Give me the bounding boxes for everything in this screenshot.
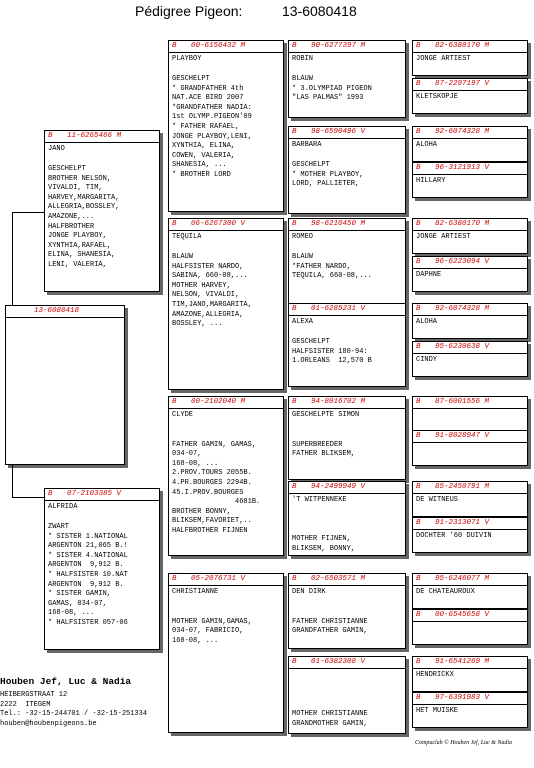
- great-great-grandparent-pigeon[interactable]: [412, 656, 528, 692]
- pedigree-note-line: GESCHELPT: [172, 75, 210, 83]
- pigeon-name: HILLARY: [416, 177, 446, 185]
- pedigree-note-line: FATHER BLIKSEM,: [292, 450, 356, 459]
- pedigree-note-line: HALFSISTER 180-94:: [292, 347, 368, 356]
- pedigree-note-line: HALFBROTHER FIJNEN: [172, 526, 248, 535]
- pigeon-name: DE WITNEUS: [416, 496, 459, 504]
- great-grandparent-pigeon[interactable]: [288, 303, 406, 387]
- pigeon-name: [416, 411, 524, 421]
- pigeon-name: TEQUILA: [172, 233, 202, 241]
- great-great-grandparent-pigeon[interactable]: [412, 396, 528, 432]
- pedigree-note-line: GRANDFATHER GAMIN,: [292, 627, 368, 636]
- sex-code: B: [416, 305, 421, 313]
- pedigree-note-line: 4681B.: [172, 498, 261, 507]
- pedigree-note-line: 168-08, ...: [172, 459, 219, 468]
- ring-header: [169, 397, 283, 409]
- ring-number: 05-2076731 V: [191, 575, 246, 583]
- breeder-address: HEIBERGSTRAAT 12: [0, 691, 68, 699]
- great-grandparent-pigeon[interactable]: [288, 573, 406, 649]
- pigeon-name: DAPHNE: [416, 271, 442, 279]
- pedigree-note-line: [292, 608, 402, 618]
- pedigree-note-line: 034-07, FABRICIO,: [172, 627, 244, 636]
- pedigree-note-line: AMAZONE,ALLEGRIA,: [172, 310, 244, 319]
- pedigree-note-line: SHANESIA, ...: [172, 161, 227, 170]
- pedigree-note-line: GESCHELPT: [292, 338, 330, 346]
- sex-code: B: [416, 611, 421, 619]
- pedigree-note-line: HALFSISTER NARDO,: [172, 262, 244, 271]
- ring-header: [289, 574, 405, 586]
- pigeon-name: JONGE ARTIEST: [416, 55, 471, 63]
- sex-code: B: [416, 398, 421, 406]
- ring-number: 90-6277397 M: [311, 42, 366, 50]
- pedigree-note-line: NAT.ACE BIRD 2007: [172, 94, 244, 103]
- ring-number: 96-3121913 V: [435, 164, 490, 172]
- pigeon-name: PLAYBOY: [172, 55, 202, 63]
- great-grandparent-pigeon[interactable]: [288, 656, 406, 734]
- breeder-phone: Tel.: -32-15-244701 / -32-15-251334: [0, 710, 148, 719]
- ring-header: [169, 574, 283, 586]
- ring-header: [413, 431, 527, 443]
- pedigree-note-line: FATHER GAMIN, GAMAS,: [172, 440, 257, 449]
- ring-header: [289, 41, 405, 53]
- ring-header: [169, 41, 283, 53]
- pedigree-note-line: [292, 526, 402, 536]
- pedigree-note-line: MOTHER GAMIN,GAMAS,: [172, 617, 252, 626]
- pedigree-note-line: XYNTHIA,RAFAEL,: [48, 241, 112, 250]
- grandparent-pigeon[interactable]: [168, 396, 284, 556]
- pedigree-note-line: MOTHER CHRISTIANNE: [292, 710, 368, 719]
- pigeon-name: CINDY: [416, 356, 438, 364]
- breeder-info: [0, 675, 200, 729]
- ring-header: [413, 79, 527, 91]
- sex-code: B: [416, 80, 421, 88]
- pigeon-name: JONGE ARTIEST: [416, 233, 471, 241]
- sex-code: B: [292, 128, 297, 136]
- sex-code: B: [416, 483, 421, 491]
- ring-header: [413, 482, 527, 494]
- pedigree-note-line: ARGENTON 21,065 B.!: [48, 542, 128, 551]
- ring-number: 01-6285231 V: [311, 305, 366, 313]
- pedigree-note-line: [292, 431, 402, 441]
- pedigree-note-line: MOTHER FIJNEN,: [292, 535, 351, 544]
- pigeon-name: [292, 671, 402, 681]
- pedigree-note-line: GRANDMOTHER GAMIN,: [292, 719, 368, 728]
- great-great-grandparent-pigeon[interactable]: [412, 78, 528, 114]
- ring-number: 87-6001556 M: [435, 398, 490, 406]
- ring-number: 94-2499949 V: [311, 483, 366, 491]
- ring-number: 97-6391983 V: [435, 694, 490, 702]
- ring-header: [413, 127, 527, 139]
- pedigree-note-line: ELINA, SHANESIA,: [48, 251, 116, 260]
- ring-number: 91-8028947 V: [435, 432, 490, 440]
- ring-number: 00-6156432 M: [191, 42, 246, 50]
- great-great-grandparent-pigeon[interactable]: [412, 303, 528, 339]
- pigeon-name: 'T WITPENNEKE: [292, 496, 347, 504]
- connector-line: [12, 212, 13, 305]
- pigeon-name: GESCHELPTE SIMON: [292, 411, 360, 419]
- pedigree-note-line: BROTHER BONNY,: [172, 507, 231, 516]
- pedigree-note-line: JONGE PLAYBOY,: [48, 232, 107, 241]
- pedigree-note-line: BLAUW: [292, 75, 314, 83]
- pedigree-note-line: ARGENTON 9,912 B.: [48, 561, 124, 570]
- sex-code: B: [292, 398, 297, 406]
- pedigree-note-line: AMAZONE,...: [48, 212, 95, 221]
- pedigree-note-line: MOTHER HARVEY,: [172, 281, 231, 290]
- ring-number: 13-6080418: [34, 307, 80, 315]
- pedigree-note-line: GAMAS, 034-07,: [48, 599, 107, 608]
- pigeon-name: KLETSKOPJE: [416, 93, 459, 101]
- ring-number: 00-6545658 V: [435, 611, 490, 619]
- connector-line: [12, 497, 44, 498]
- pigeon-name: ALFRIDA: [48, 503, 78, 511]
- ring-header: [45, 131, 159, 143]
- ring-number: 95-6230638 V: [435, 343, 490, 351]
- pedigree-note-line: JONGE PLAYBOY,LENI,: [172, 132, 252, 141]
- pedigree-note-line: * MOTHER PLAYBOY,: [292, 170, 364, 179]
- ring-header: [289, 127, 405, 139]
- pedigree-note-line: BLAUW: [292, 253, 314, 261]
- ring-number: 06-6267300 V: [191, 220, 246, 228]
- sex-code: B: [416, 164, 421, 172]
- pedigree-note-line: BLIKSEM,FAVORIET,..: [172, 517, 252, 526]
- pedigree-note-line: *FATHER NARDO,: [292, 262, 351, 271]
- ring-number: 91-6541269 M: [435, 658, 490, 666]
- ring-header: [413, 518, 527, 530]
- breeder-name: Houben Jef, Luc & Nadia: [0, 676, 132, 687]
- connector-line: [12, 212, 44, 213]
- ring-number: 07-2103385 V: [67, 490, 122, 498]
- ring-number: 98-6590496 V: [311, 128, 366, 136]
- ring-header: [413, 610, 527, 622]
- ring-number: 00-2102040 M: [191, 398, 246, 406]
- pedigree-note-line: 4.PR.BOURGES 2294B.: [172, 478, 252, 487]
- great-great-grandparent-pigeon[interactable]: [412, 573, 528, 609]
- pigeon-name: ROMEO: [292, 233, 314, 241]
- pedigree-note-line: ARGENTON 9,912 B.: [48, 580, 124, 589]
- pigeon-name: ROBIN: [292, 55, 314, 63]
- sex-code: B: [416, 575, 421, 583]
- ring-header: [413, 693, 527, 705]
- ring-number: 85-2450791 M: [435, 483, 490, 491]
- sex-code: B: [416, 432, 421, 440]
- great-grandparent-pigeon[interactable]: [288, 396, 406, 480]
- ring-header: [289, 657, 405, 669]
- pedigree-note-line: * FATHER RAFAEL,: [172, 122, 240, 131]
- pedigree-note-line: 1.ORLEANS 12,570 B: [292, 357, 372, 366]
- ring-number: 92-6074328 M: [435, 128, 490, 136]
- sex-code: B: [416, 258, 421, 266]
- pedigree-note-line: * 3.OLYMPIAD PIGEON: [292, 84, 372, 93]
- pedigree-note-line: SABINA, 660-08,...: [172, 272, 248, 281]
- pigeon-name: ALOHA: [416, 318, 438, 326]
- sex-code: B: [172, 575, 177, 583]
- pigeon-name: JANO: [48, 145, 65, 153]
- sex-code: B: [416, 694, 421, 702]
- software-credit: Compuclub © Houben Jef, Luc & Nadia: [415, 740, 513, 746]
- pedigree-note-line: HARVEY,MARGARITA,: [48, 193, 120, 202]
- pigeon-name: HENDRICKX: [416, 671, 454, 679]
- pedigree-note-line: FATHER CHRISTIANNE: [292, 617, 368, 626]
- title-label: Pédigree Pigeon:: [135, 3, 243, 19]
- ring-header: [45, 489, 159, 501]
- ring-header: [289, 304, 405, 316]
- pigeon-name: ALEXA: [292, 318, 314, 326]
- pedigree-note-line: * BROTHER LORD: [172, 170, 231, 179]
- ring-header: [413, 163, 527, 175]
- sex-code: B: [416, 128, 421, 136]
- pigeon-name: ALOHA: [416, 141, 438, 149]
- subject-pigeon[interactable]: [5, 305, 125, 465]
- pedigree-note-line: * HALFSISTER 057-06: [48, 618, 128, 627]
- sex-code: B: [416, 42, 421, 50]
- pigeon-name: BARBARA: [292, 141, 322, 149]
- sex-code: B: [292, 42, 297, 50]
- pedigree-note-line: HALFBROTHER: [48, 222, 95, 231]
- pedigree-note-line: BROTHER NELSON,: [48, 174, 112, 183]
- ring-header: [413, 219, 527, 231]
- great-great-grandparent-pigeon[interactable]: [412, 126, 528, 162]
- ring-header: [289, 482, 405, 494]
- grandparent-pigeon[interactable]: [168, 40, 284, 212]
- ring-header: [169, 219, 283, 231]
- pedigree-note-line: XYNTHIA, ELINA,: [172, 142, 236, 151]
- pedigree-note-line: 1st OLYMP.PIGEON'09: [172, 113, 252, 122]
- great-great-grandparent-pigeon[interactable]: [412, 40, 528, 76]
- sex-code: B: [292, 483, 297, 491]
- pedigree-note-line: COWEN, VALERIA,: [172, 151, 236, 160]
- great-great-grandparent-pigeon[interactable]: [412, 517, 528, 553]
- pedigree-note-line: BLIKSEM, BONNY,: [292, 544, 356, 553]
- great-grandparent-pigeon[interactable]: [288, 126, 406, 214]
- ring-number: 02-6503571 M: [311, 575, 366, 583]
- pigeon-name: CHRISTIANNE: [172, 588, 219, 596]
- page-title: [0, 3, 534, 23]
- ring-header: [413, 257, 527, 269]
- ring-header: [289, 219, 405, 231]
- breeder-city: 2222 ITEGEM: [0, 700, 51, 709]
- ring-number: 91-2313071 V: [435, 519, 490, 527]
- pigeon-name: [416, 624, 524, 634]
- pedigree-note-line: * GRANDFATHER 4th: [172, 84, 244, 93]
- pedigree-note-line: [292, 516, 402, 526]
- dam-pigeon[interactable]: [44, 488, 160, 650]
- pedigree-note-line: BLAUW: [172, 253, 194, 261]
- pedigree-note-line: 45.I.PROV.BOURGES: [172, 488, 244, 497]
- pedigree-note-line: 168-08, ...: [172, 636, 219, 645]
- pedigree-note-line: [172, 431, 280, 441]
- sex-code: B: [292, 658, 297, 666]
- sex-code: B: [416, 519, 421, 527]
- pedigree-note-line: * SISTER 1.NATIONAL: [48, 532, 128, 541]
- ring-number: 98-6210450 M: [311, 220, 366, 228]
- pedigree-note-line: LENI, VALERIA,: [48, 260, 107, 269]
- ring-header: [413, 342, 527, 354]
- ring-header: [413, 304, 527, 316]
- sex-code: B: [416, 220, 421, 228]
- pedigree-note-line: ZWART: [48, 523, 70, 531]
- sex-code: B: [292, 305, 297, 313]
- ring-header: [413, 574, 527, 586]
- connector-line: [12, 465, 13, 497]
- great-grandparent-pigeon[interactable]: [288, 481, 406, 556]
- pedigree-note-line: 2.PROV.TOURS 2055B.: [172, 469, 252, 478]
- pedigree-note-line: 168-08, ...: [48, 609, 95, 618]
- pedigree-note-line: [292, 691, 402, 701]
- great-great-grandparent-pigeon[interactable]: [412, 481, 528, 517]
- pedigree-note-line: GESCHELPT: [292, 161, 330, 169]
- pedigree-note-line: SUPERBREEDER: [292, 440, 343, 449]
- pedigree-note-line: GESCHELPT: [48, 165, 86, 173]
- pedigree-note-line: *GRANDFATHER NADIA:: [172, 103, 252, 112]
- pedigree-note-line: [172, 608, 280, 618]
- pigeon-name: DE CHATEAUROUX: [416, 588, 475, 596]
- sex-code: B: [416, 343, 421, 351]
- great-great-grandparent-pigeon[interactable]: [412, 341, 528, 377]
- ring-header: [6, 306, 124, 318]
- pedigree-note-line: "LAS PALMAS" 1993: [292, 94, 364, 103]
- ring-number: 96-6223094 V: [435, 258, 490, 266]
- ring-number: 82-6380170 M: [435, 42, 490, 50]
- great-grandparent-pigeon[interactable]: [288, 218, 406, 304]
- ring-header: [413, 657, 527, 669]
- sex-code: B: [292, 575, 297, 583]
- ring-header: [413, 397, 527, 409]
- pigeon-name: HET MUISKE: [416, 707, 459, 715]
- pedigree-note-line: ALLEGRIA,BOSSLEY,: [48, 203, 120, 212]
- ring-header: [289, 397, 405, 409]
- pigeon-name: DEN DIRK: [292, 588, 326, 596]
- sex-code: B: [172, 398, 177, 406]
- sex-code: B: [172, 42, 177, 50]
- pedigree-note-line: NELSON, VIVALDI,: [172, 291, 240, 300]
- ring-header: [413, 41, 527, 53]
- ring-number: 82-6380170 M: [435, 220, 490, 228]
- ring-number: 95-6246077 M: [435, 575, 490, 583]
- ring-number: 01-6382308 V: [311, 658, 366, 666]
- pedigree-note-line: VIVALDI, TIM,: [48, 184, 103, 193]
- ring-number: 87-2297197 V: [435, 80, 490, 88]
- sex-code: B: [48, 132, 53, 140]
- great-great-grandparent-pigeon[interactable]: [412, 692, 528, 728]
- pedigree-note-line: TEQUILA, 660-08,...: [292, 272, 372, 281]
- great-grandparent-pigeon[interactable]: [288, 40, 406, 118]
- ring-number: 92-6074328 M: [435, 305, 490, 313]
- pedigree-note-line: * SISTER 4.NATIONAL: [48, 551, 128, 560]
- sex-code: B: [48, 490, 53, 498]
- pigeon-name: [416, 445, 524, 455]
- pigeon-name: CLYDE: [172, 411, 194, 419]
- pedigree-note-line: 034-07,: [172, 450, 202, 459]
- sex-code: B: [292, 220, 297, 228]
- great-great-grandparent-pigeon[interactable]: [412, 609, 528, 645]
- grandparent-pigeon[interactable]: [168, 218, 284, 390]
- pedigree-note-line: LORD, PALLIETER,: [292, 180, 360, 189]
- sex-code: B: [172, 220, 177, 228]
- pedigree-note-line: [292, 701, 402, 711]
- pedigree-note-line: * SISTER GAMIN,: [48, 590, 112, 599]
- pedigree-note-line: TIM,JANO,MARGARITA,: [172, 300, 252, 309]
- pedigree-note-line: * HALFSISTER 10.NAT: [48, 570, 128, 579]
- ring-number: 94-8016702 M: [311, 398, 366, 406]
- pedigree-note-line: BOSSLEY, ...: [172, 320, 223, 329]
- breeder-email[interactable]: houben@houbenpigeons.be: [0, 719, 97, 728]
- sire-pigeon[interactable]: [44, 130, 160, 292]
- title-ring: 13-6080418: [282, 3, 357, 19]
- great-great-grandparent-pigeon[interactable]: [412, 256, 528, 292]
- pigeon-name: DOCHTER '60 DUIVIN: [416, 532, 492, 540]
- great-great-grandparent-pigeon[interactable]: [412, 430, 528, 466]
- great-great-grandparent-pigeon[interactable]: [412, 162, 528, 198]
- ring-number: 11-6265466 M: [67, 132, 122, 140]
- great-great-grandparent-pigeon[interactable]: [412, 218, 528, 254]
- sex-code: B: [416, 658, 421, 666]
